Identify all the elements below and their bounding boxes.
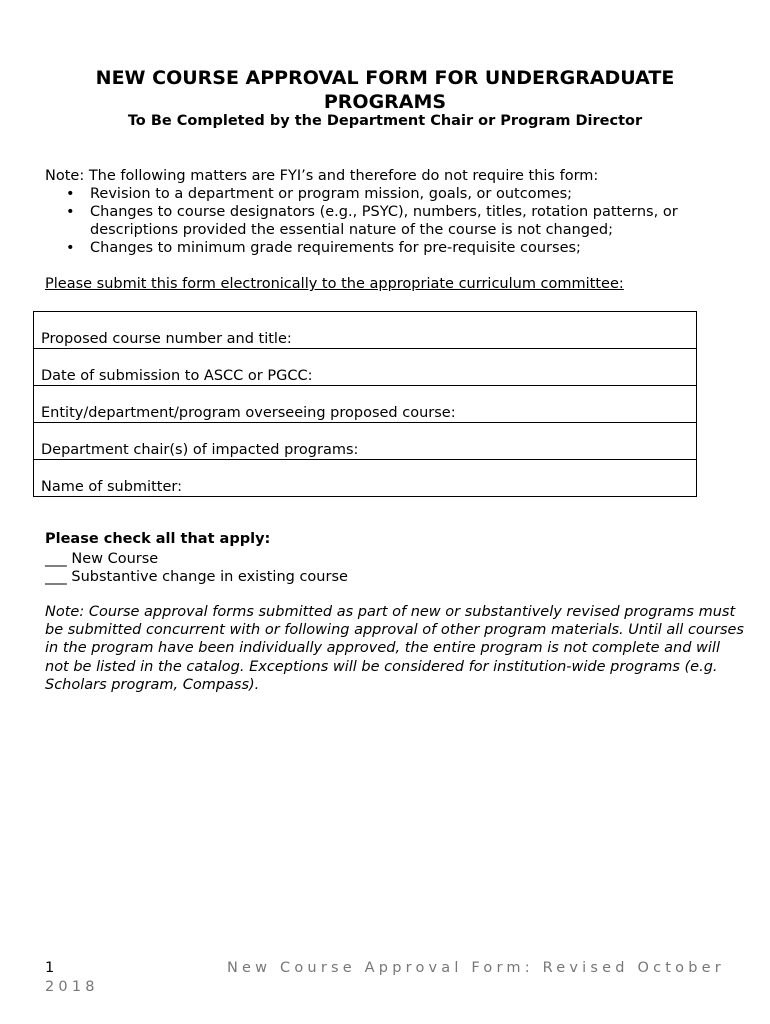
checkbox-new-course[interactable]: ___ New Course bbox=[45, 551, 159, 567]
checkbox-substantive-change[interactable]: ___ Substantive change in existing course bbox=[45, 569, 348, 585]
bullet-icon: • bbox=[66, 240, 75, 256]
list-item bbox=[66, 239, 716, 257]
field-label: Date of submission to ASCC or PGCC: bbox=[41, 368, 313, 384]
page-number: 1 bbox=[45, 960, 55, 976]
list-item-text: Changes to course designators (e.g., PSYC), numbers, titles, rotation patterns, or descriptions provided the essential nature of the course is not changed; bbox=[90, 204, 678, 238]
page-title: NEW COURSE APPROVAL FORM FOR UNDERGRADUATE PROGRAMS bbox=[95, 67, 675, 113]
field-submitter-name[interactable] bbox=[34, 460, 696, 496]
submit-instruction: Please submit this form electronically to the appropriate curriculum committee: bbox=[45, 276, 624, 292]
program-approval-note: Note: Course approval forms submitted as part of new or substantively revised programs must be submitted concurrent with or following approval of other program materials. Until all courses in the program have been individually approved, the entire program is not complete and will not be listed in the catalog. Exceptions will be considered for institution-wide programs (e.g. Scholars program, Compass). bbox=[45, 604, 744, 693]
field-label: Name of submitter: bbox=[41, 479, 182, 495]
list-item bbox=[66, 185, 716, 203]
bullet-icon: • bbox=[66, 186, 75, 202]
list-item-text: Revision to a department or program mission, goals, or outcomes; bbox=[90, 186, 573, 202]
fyi-note-intro: Note: The following matters are FYI’s and therefore do not require this form: bbox=[45, 168, 599, 184]
page-subtitle: To Be Completed by the Department Chair or Program Director bbox=[127, 113, 643, 129]
field-label: Proposed course number and title: bbox=[41, 331, 292, 347]
footer-text: New Course Approval Form: Revised October bbox=[227, 960, 725, 976]
checklist-heading: Please check all that apply: bbox=[45, 531, 271, 547]
field-label: Department chair(s) of impacted programs: bbox=[41, 442, 359, 458]
list-item bbox=[66, 203, 716, 239]
form-fields-table bbox=[33, 311, 697, 497]
fyi-list bbox=[66, 185, 716, 257]
list-item-text: Changes to minimum grade requirements for pre-requisite courses; bbox=[90, 240, 581, 256]
field-submission-date[interactable] bbox=[34, 349, 696, 386]
bullet-icon: • bbox=[66, 204, 75, 220]
field-label: Entity/department/program overseeing proposed course: bbox=[41, 405, 456, 421]
field-department-chairs[interactable] bbox=[34, 423, 696, 460]
field-course-number-title[interactable] bbox=[34, 312, 696, 349]
field-overseeing-entity[interactable] bbox=[34, 386, 696, 423]
footer-year: 2018 bbox=[45, 979, 99, 995]
checklist bbox=[45, 550, 348, 586]
